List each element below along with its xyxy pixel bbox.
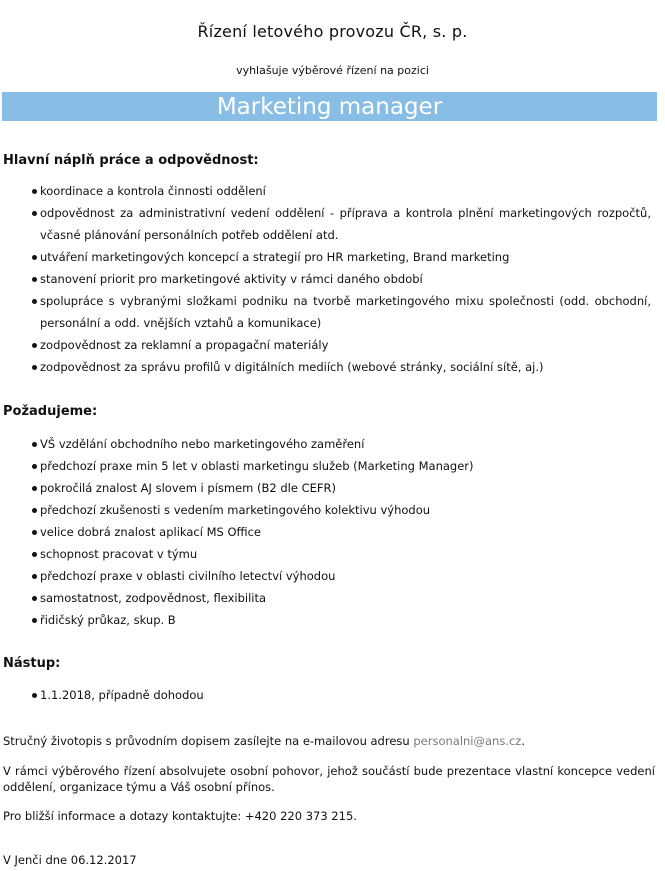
- list-item: zodpovědnost za správu profilů v digitálních mediích (webové stránky, sociální sítě, aj.): [0, 356, 655, 378]
- start-list: [0, 684, 655, 706]
- cv-instructions: [3, 733, 655, 749]
- list-item: předchozí praxe v oblasti civilního letectví výhodou: [0, 565, 655, 587]
- list-item: spolupráce s vybranými složkami podniku na tvorbě marketingového mixu společnosti (odd. obchodní, personální a odd. vnějších vztahů a komunikace): [0, 290, 655, 334]
- list-item: koordinace a kontrola činnosti oddělení: [0, 180, 655, 202]
- list-item: předchozí zkušenosti s vedením marketingového kolektivu výhodou: [0, 499, 655, 521]
- list-item: zodpovědnost za reklamní a propagační materiály: [0, 334, 655, 356]
- list-item: stanovení priorit pro marketingové aktivity v rámci daného období: [0, 268, 655, 290]
- company-name: Řízení letového provozu ČR, s. p.: [197, 22, 468, 41]
- email-link[interactable]: personalni@ans.cz: [413, 734, 522, 748]
- responsibilities-list: [0, 180, 655, 378]
- responsibilities-heading: Hlavní náplň práce a odpovědnost:: [3, 153, 259, 168]
- list-item: samostatnost, zodpovědnost, flexibilita: [0, 587, 655, 609]
- contact-info: Pro bližší informace a dotazy kontaktujte: +420 220 373 215.: [3, 809, 357, 823]
- list-item: předchozí praxe min 5 let v oblasti marketingu služeb (Marketing Manager): [0, 455, 655, 477]
- position-title-banner: Marketing manager: [2, 92, 657, 121]
- cv-text: Stručný životopis s průvodním dopisem zasílejte na e-mailovou adresu: [3, 734, 414, 748]
- requirements-heading: Požadujeme:: [3, 404, 98, 419]
- cv-end: .: [521, 734, 526, 748]
- list-item: řidičský průkaz, skup. B: [0, 609, 655, 631]
- list-item: schopnost pracovat v týmu: [0, 543, 655, 565]
- list-item: velice dobrá znalost aplikací MS Office: [0, 521, 655, 543]
- list-item: pokročilá znalost AJ slovem i písmem (B2 dle CEFR): [0, 477, 655, 499]
- date-line: V Jenči dne 06.12.2017: [3, 853, 137, 867]
- list-item: utváření marketingových koncepcí a strategií pro HR marketing, Brand marketing: [0, 246, 655, 268]
- list-item: VŠ vzdělání obchodního nebo marketingového zaměření: [0, 433, 655, 455]
- list-item: odpovědnost za administrativní vedení oddělení - příprava a kontrola plnění marketingových rozpočtů, včasné plánování personálních potřeb oddělení atd.: [0, 202, 655, 246]
- start-heading: Nástup:: [3, 656, 61, 671]
- requirements-list: [0, 433, 655, 631]
- interview-info: V rámci výběrového řízení absolvujete osobní pohovor, jehož součástí bude prezentace vlastní koncepce vedení oddělení, organizace týmu a Váš osobní přínos.: [3, 764, 655, 794]
- announcement: vyhlašuje výběrové řízení na pozici: [236, 64, 429, 77]
- list-item: 1.1.2018, případně dohodou: [0, 684, 655, 706]
